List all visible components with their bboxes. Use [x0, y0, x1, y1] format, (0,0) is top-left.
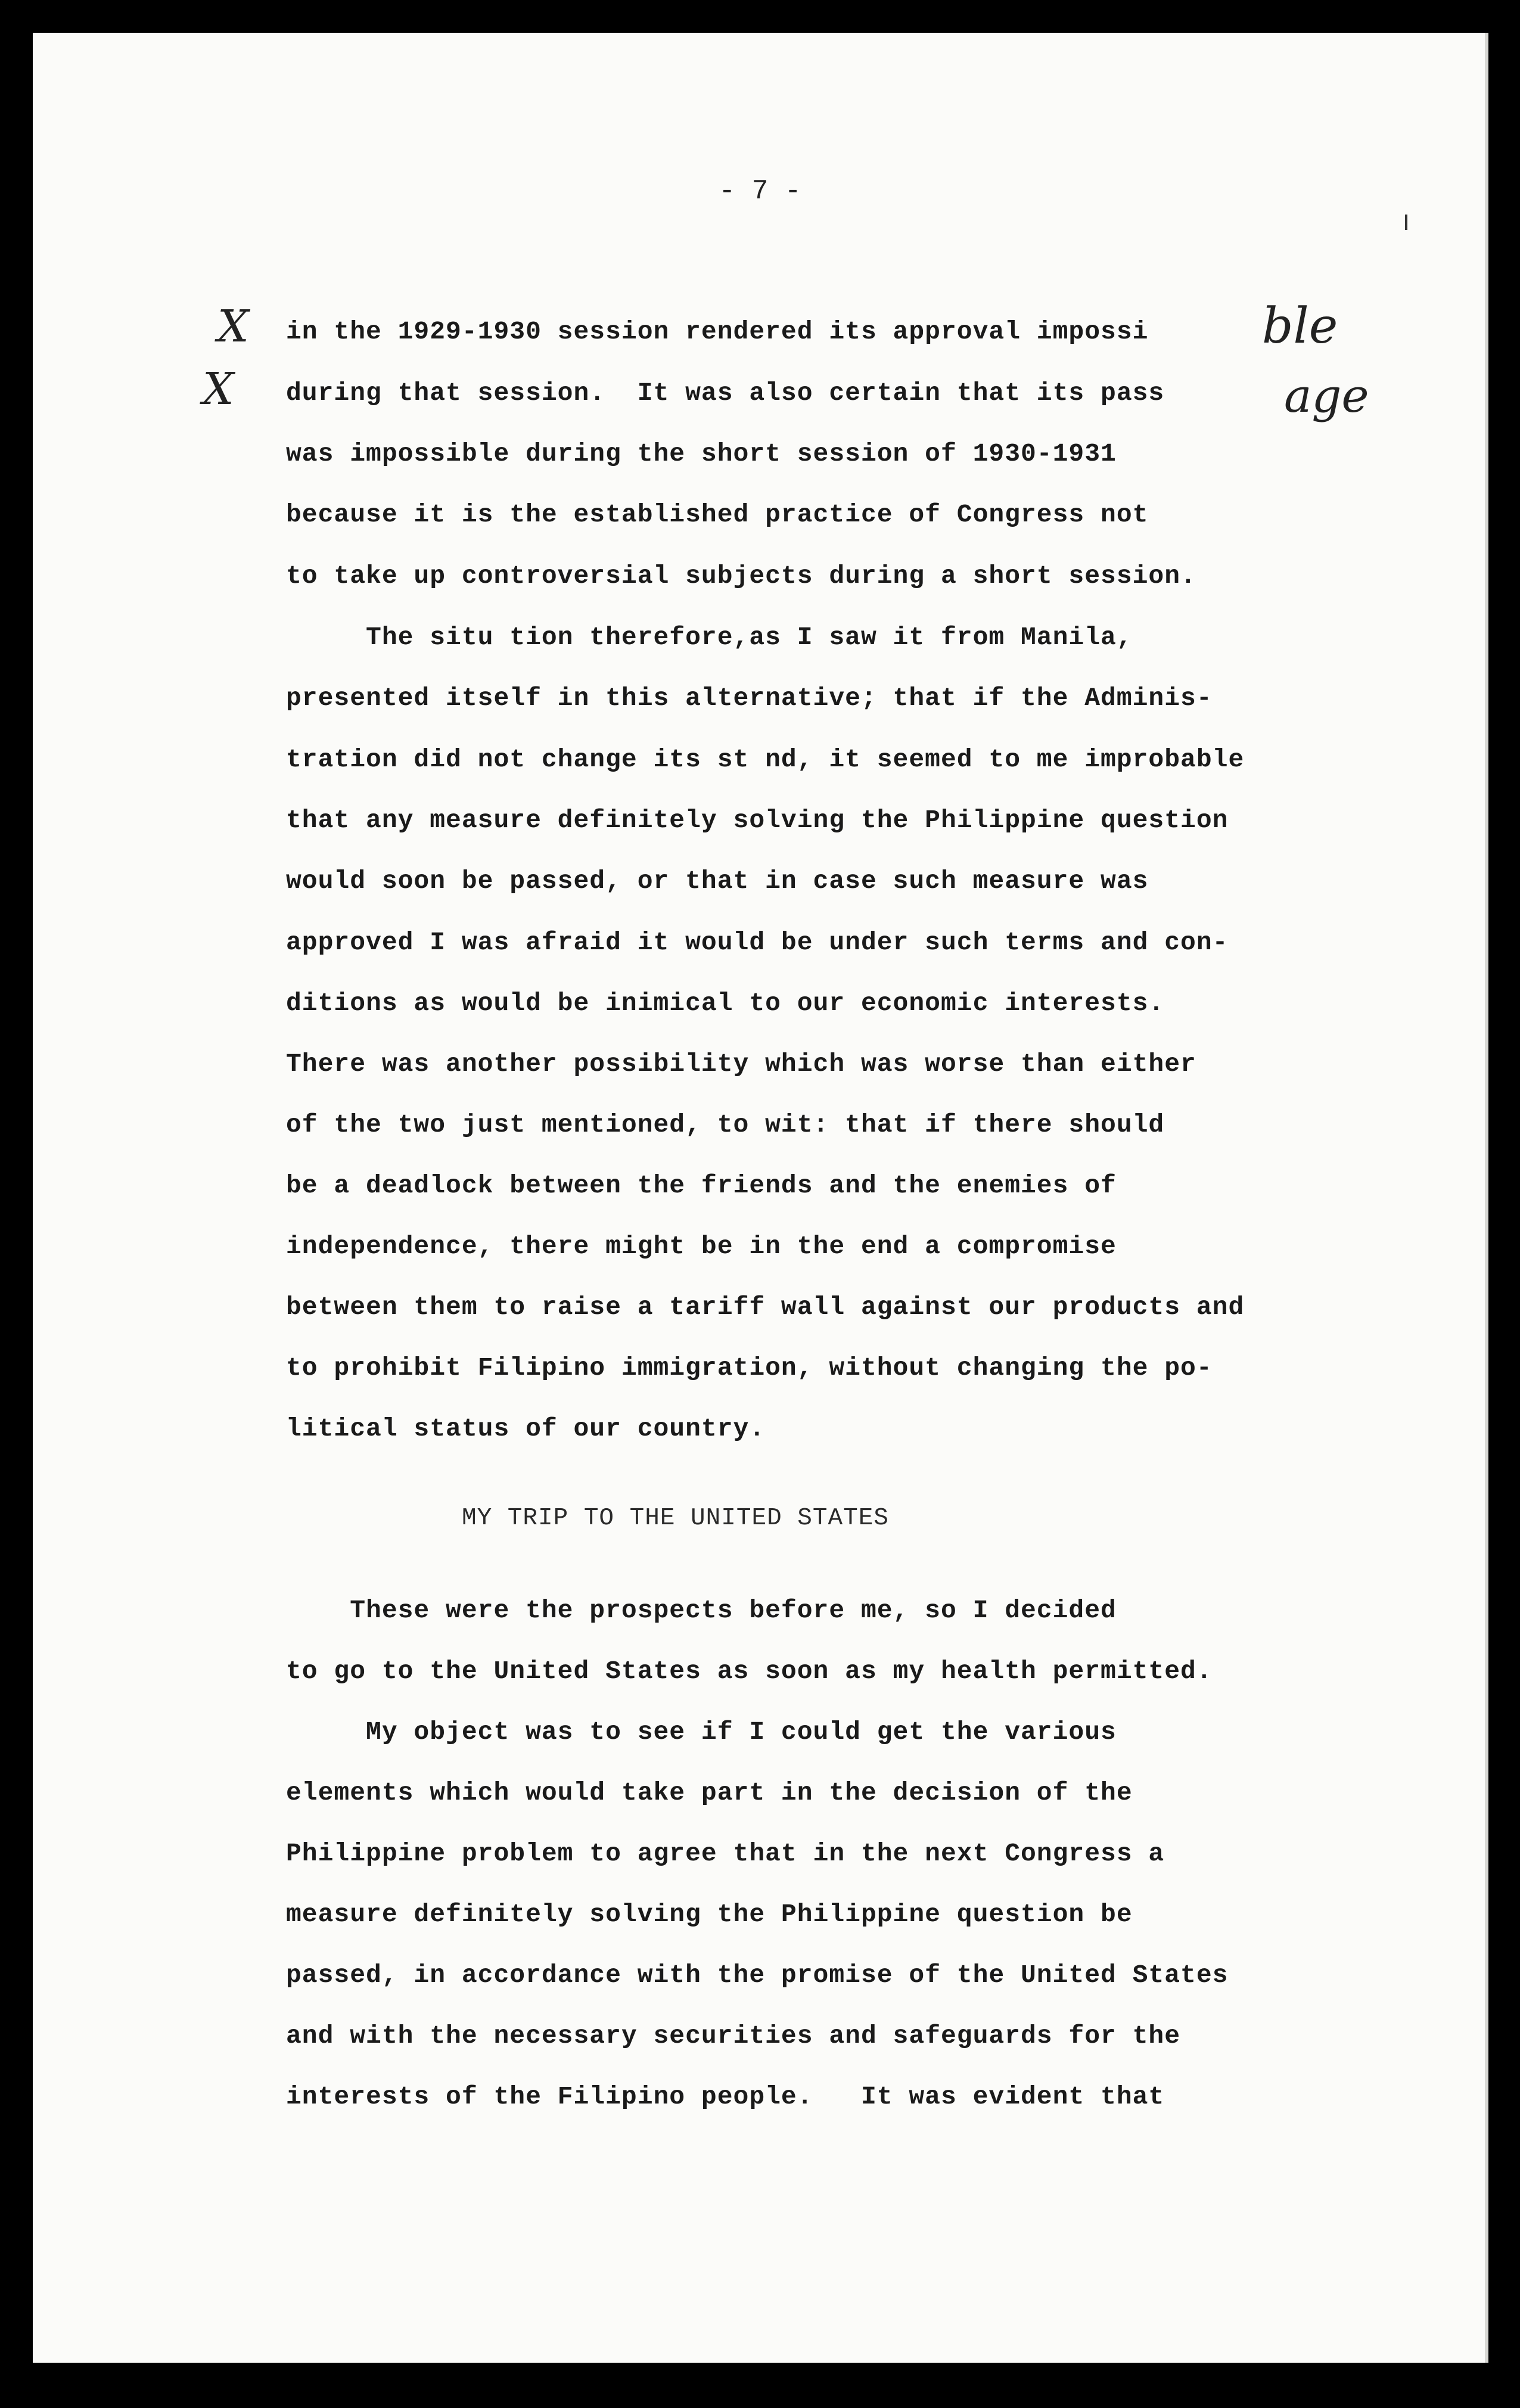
text-line: tration did not change its st nd, it seemed to me improbable	[286, 745, 1245, 774]
text-line: to prohibit Filipino immigration, without changing the po-	[286, 1353, 1213, 1382]
handwritten-correction: age	[1284, 369, 1369, 423]
text-line: be a deadlock between the friends and the enemies of	[286, 1171, 1117, 1200]
text-line: presented itself in this alternative; that if the Adminis-	[286, 683, 1213, 713]
text-line: because it is the established practice of Congress not	[286, 500, 1149, 529]
text-line: My object was to see if I could get the various	[286, 1717, 1117, 1747]
text-line: There was another possibility which was worse than either	[286, 1049, 1196, 1079]
text-line: during that session. It was also certain that its pass	[286, 378, 1165, 408]
text-line: of the two just mentioned, to wit: that if there should	[286, 1110, 1165, 1139]
margin-x-mark: X	[217, 301, 249, 352]
text-line: elements which would take part in the decision of the	[286, 1778, 1133, 1807]
text-line: was impossible during the short session of 1930-1931	[286, 439, 1117, 468]
text-line: passed, in accordance with the promise of the United States	[286, 1960, 1229, 1990]
section-heading: MY TRIP TO THE UNITED STATES	[462, 1505, 889, 1532]
text-line: would soon be passed, or that in case such measure was	[286, 866, 1149, 896]
margin-x-mark: X	[203, 363, 234, 415]
page-edge	[1485, 33, 1488, 2363]
text-line: litical status of our country.	[286, 1414, 766, 1443]
text-line: that any measure definitely solving the Philippine question	[286, 806, 1229, 835]
text-line: interests of the Filipino people. It was evident that	[286, 2082, 1165, 2111]
text-line: approved I was afraid it would be under such terms and con-	[286, 928, 1229, 957]
handwritten-correction: ble	[1262, 298, 1338, 355]
text-line: Philippine problem to agree that in the next Congress a	[286, 1839, 1165, 1868]
text-line: in the 1929-1930 session rendered its approval impossi	[286, 317, 1149, 346]
text-line: These were the prospects before me, so I decided	[286, 1596, 1117, 1625]
text-line: The situ tion therefore,as I saw it from Manila,	[286, 623, 1133, 652]
text-line: between them to raise a tariff wall against our products and	[286, 1292, 1245, 1322]
text-line: measure definitely solving the Philippine question be	[286, 1900, 1133, 1929]
text-line: ditions as would be inimical to our economic interests.	[286, 989, 1165, 1018]
margin-tick	[1405, 215, 1407, 230]
text-line: independence, there might be in the end a compromise	[286, 1232, 1117, 1261]
text-line: and with the necessary securities and safeguards for the	[286, 2021, 1181, 2050]
text-line: to take up controversial subjects during a short session.	[286, 561, 1196, 591]
text-line: to go to the United States as soon as my health permitted.	[286, 1657, 1213, 1686]
page-number: - 7 -	[719, 176, 801, 207]
